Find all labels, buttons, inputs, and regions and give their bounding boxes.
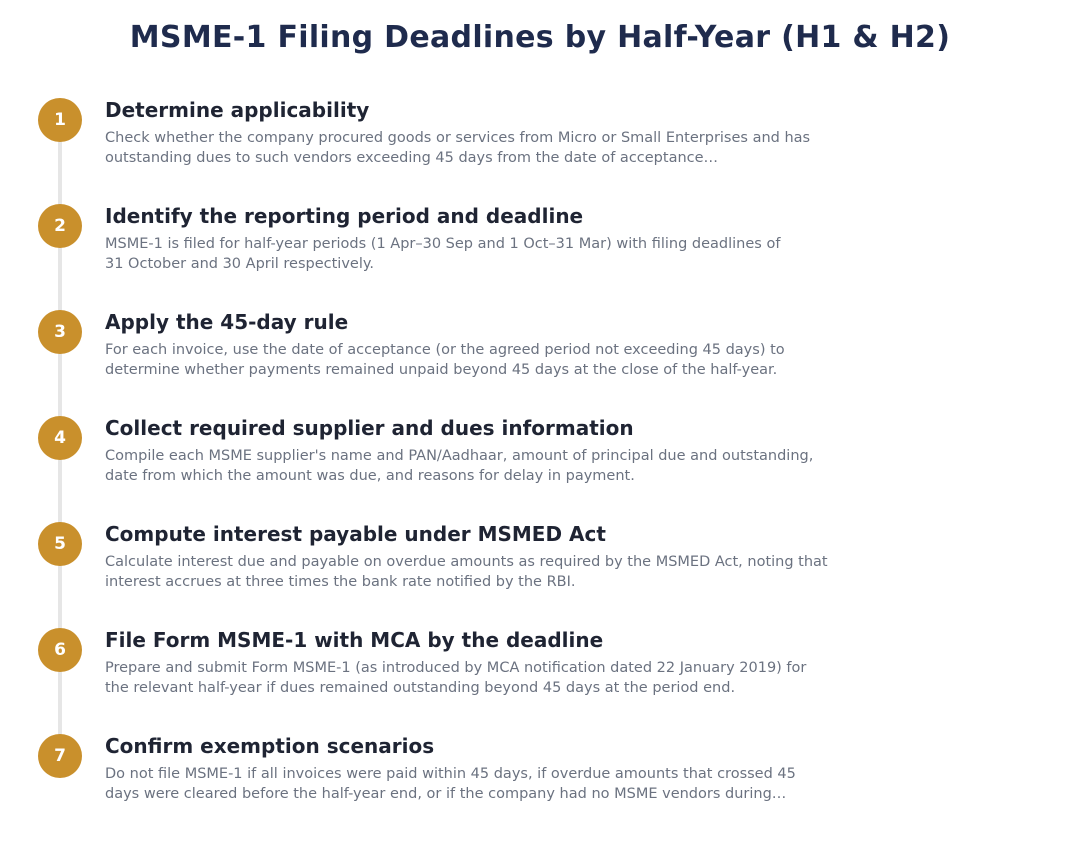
step-description-line: outstanding dues to such vendors exceeding 45 days from the date of acceptance… (105, 150, 719, 166)
step-1 (0, 98, 1080, 204)
step-description-line: the relevant half-year if dues remained outstanding beyond 45 days at the period end. (105, 680, 736, 696)
step-number-badge: 1 (38, 98, 82, 142)
step-title: Identify the reporting period and deadline (105, 204, 584, 228)
step-2 (0, 204, 1080, 310)
step-description-line: interest accrues at three times the bank rate notified by the RBI. (105, 574, 576, 590)
step-title: Determine applicability (105, 98, 370, 122)
step-description-line: Calculate interest due and payable on overdue amounts as required by the MSMED Act, noting that (105, 554, 828, 570)
page-title: MSME-1 Filing Deadlines by Half-Year (H1 & H2) (129, 20, 951, 55)
step-description (105, 552, 865, 592)
step-description (105, 340, 865, 380)
step-7 (0, 734, 1080, 840)
step-number-badge: 4 (38, 416, 82, 460)
step-description-line: determine whether payments remained unpaid beyond 45 days at the close of the half-year. (105, 362, 778, 378)
step-number-badge: 7 (38, 734, 82, 778)
step-title: Compute interest payable under MSMED Act (105, 522, 606, 546)
step-5 (0, 522, 1080, 628)
step-description (105, 128, 865, 168)
step-description (105, 234, 865, 274)
step-number-badge: 2 (38, 204, 82, 248)
step-description-line: days were cleared before the half-year end, or if the company had no MSME vendors during… (105, 786, 787, 802)
step-description-line: For each invoice, use the date of acceptance (or the agreed period not exceeding 45 days) to (105, 342, 785, 358)
step-description-line: Compile each MSME supplier's name and PAN/Aadhaar, amount of principal due and outstanding, (105, 448, 814, 464)
step-description-line: 31 October and 30 April respectively. (105, 256, 374, 272)
step-title: Apply the 45-day rule (105, 310, 349, 334)
step-number-badge: 6 (38, 628, 82, 672)
step-description-line: date from which the amount was due, and reasons for delay in payment. (105, 468, 635, 484)
step-number-badge: 3 (38, 310, 82, 354)
step-title: Confirm exemption scenarios (105, 734, 435, 758)
step-title: Collect required supplier and dues information (105, 416, 634, 440)
step-6 (0, 628, 1080, 734)
step-description (105, 658, 865, 698)
step-title: File Form MSME-1 with MCA by the deadline (105, 628, 604, 652)
step-description-line: Check whether the company procured goods or services from Micro or Small Enterprises and has (105, 130, 811, 146)
step-description-line: MSME-1 is filed for half-year periods (1 Apr–30 Sep and 1 Oct–31 Mar) with filing deadlines of (105, 236, 781, 252)
step-number-badge: 5 (38, 522, 82, 566)
step-4 (0, 416, 1080, 522)
step-description (105, 446, 865, 486)
step-description (105, 764, 865, 804)
step-description-line: Do not file MSME-1 if all invoices were paid within 45 days, if overdue amounts that crossed 45 (105, 766, 796, 782)
step-3 (0, 310, 1080, 416)
step-description-line: Prepare and submit Form MSME-1 (as introduced by MCA notification dated 22 January 2019) for (105, 660, 807, 676)
